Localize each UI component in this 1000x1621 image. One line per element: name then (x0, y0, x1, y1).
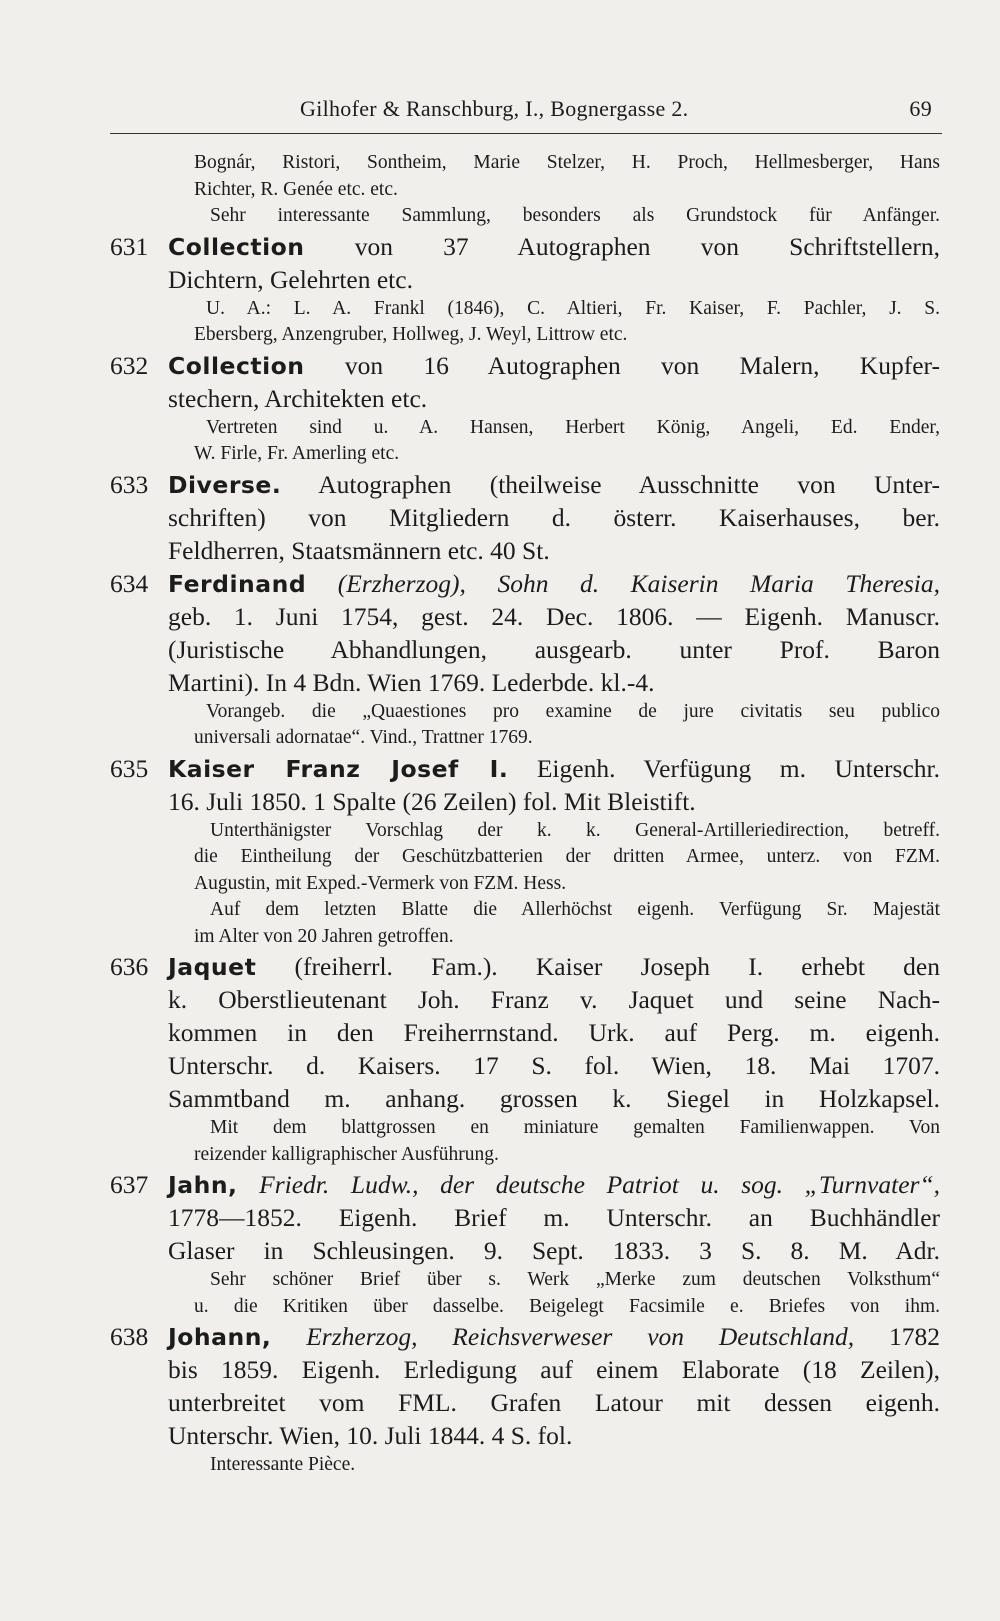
entry-line: stechern, Architekten etc. (168, 383, 428, 413)
entry-note-line: Ebersberg, Anzengruber, Hollweg, J. Weyl, Littrow etc. (194, 324, 628, 345)
entry-634-heading (110, 567, 940, 600)
entry-line: Glaser in Schleusingen. 9. Sept. 1833. 3 S. 8. M. Adr. (168, 1236, 940, 1265)
lot-description: 1782 (889, 1322, 940, 1351)
lot-subtitle: Erzherzog, Reichsverweser von Deutschland, (306, 1322, 855, 1351)
lot-title: Johann, (168, 1323, 272, 1351)
entry-note-line: die Eintheilung der Geschützbatterien der dritten Armee, unterz. von FZM. (194, 846, 940, 867)
lot-title: Kaiser Franz Josef I. (168, 754, 509, 783)
entry-line: Unterschr. d. Kaisers. 17 S. fol. Wien, 18. Mai 1707. (168, 1051, 940, 1080)
lot-title: Ferdinand (168, 569, 307, 598)
entry-637-heading (110, 1168, 940, 1201)
entry-line: kommen in den Freiherrnstand. Urk. auf Perg. m. eigenh. (168, 1018, 940, 1047)
entry-note-line: Sehr interessante Sammlung, besonders als Grundstock für Anfänger. (210, 205, 940, 226)
lot-number: 638 (110, 1322, 149, 1351)
entry-line: geb. 1. Juni 1754, gest. 24. Dec. 1806. — Eigenh. Manuscr. (168, 601, 940, 631)
lot-title: Diverse. (168, 470, 282, 499)
lot-number: 633 (110, 469, 149, 499)
lot-number: 634 (110, 568, 149, 598)
lot-description: von 16 Autographen von Malern, Kupfer- (344, 350, 941, 380)
entry-line: (Juristische Abhandlungen, ausgearb. unter Prof. Baron (168, 634, 940, 664)
lot-description: Eigenh. Verfügung m. Unterschr. (536, 753, 940, 783)
entry-note-line: Interessante Pièce. (210, 1454, 356, 1475)
lot-title: Collection (168, 351, 305, 380)
entry-line: Dichtern, Gelehrten etc. (168, 264, 413, 294)
lot-subtitle: (Erzherzog), Sohn d. Kaiserin Maria Theresia, (337, 568, 940, 598)
page-number: 69 (909, 96, 932, 121)
entry-line: schriften) von Mitgliedern d. österr. Kaiserhauses, ber. (168, 502, 940, 532)
entry-line: k. Oberstlieutenant Joh. Franz v. Jaquet und seine Nach- (168, 985, 940, 1014)
entry-line: Martini). In 4 Bdn. Wien 1769. Lederbde. kl.-4. (168, 667, 655, 697)
entry-line: 1778—1852. Eigenh. Brief m. Unterschr. an Buchhändler (168, 1203, 940, 1232)
catalogue-entries (110, 150, 940, 1479)
entry-note-line: im Alter von 20 Jahren getroffen. (194, 925, 454, 947)
entry-635-heading (110, 752, 940, 785)
entry-note-line: U. A.: L. A. Frankl (1846), C. Altieri, Fr. Kaiser, F. Pachler, J. S. (206, 297, 940, 319)
entry-note-line: Unterthänigster Vorschlag der k. k. General-Artilleriedirection, betreff. (210, 819, 940, 841)
entry-632-heading (110, 349, 940, 382)
entry-636-heading (110, 950, 940, 983)
entry-633-heading (110, 468, 940, 501)
entry-631-heading (110, 230, 940, 263)
entry-note-line: reizender kalligraphischer Ausführung. (194, 1143, 499, 1165)
lot-title: Collection (168, 232, 305, 261)
lot-number: 631 (110, 231, 149, 261)
lot-title: Jahn, (168, 1171, 238, 1199)
lot-description: von 37 Autographen von Schriftstellern, (354, 231, 941, 261)
entry-note-line: Auf dem letzten Blatte die Allerhöchst eigenh. Verfügung Sr. Majestät (210, 899, 940, 920)
entry-note-line: Vertreten sind u. A. Hansen, Herbert König, Angeli, Ed. Ender, (206, 416, 940, 438)
lot-number: 637 (110, 1170, 149, 1199)
entry-line: 16. Juli 1850. 1 Spalte (26 Zeilen) fol. Mit Bleistift. (168, 786, 696, 816)
entry-note-line: universali adornatae“. Vind., Trattner 1769. (194, 727, 533, 748)
header-rule (110, 133, 942, 134)
entry-note-line: Mit dem blattgrossen en miniature gemalten Familienwappen. Von (210, 1117, 940, 1138)
entry-note-line: Augustin, mit Exped.-Vermerk von FZM. Hess. (194, 872, 567, 894)
entry-line: Feldherren, Staatsmännern etc. 40 St. (168, 535, 550, 565)
lot-number: 635 (110, 753, 149, 783)
entry-line: Unterschr. Wien, 10. Juli 1844. 4 S. fol. (168, 1421, 573, 1450)
lot-description: (freiherrl. Fam.). Kaiser Joseph I. erhebt den (294, 952, 940, 981)
entry-note-line: Vorangeb. die „Quaestiones pro examine de jure civitatis seu publico (206, 700, 940, 722)
entry-line: Sammtband m. anhang. grossen k. Siegel in Holzkapsel. (168, 1084, 940, 1113)
lot-subtitle: Friedr. Ludw., der deutsche Patriot u. sog. „Turnvater“, (259, 1170, 940, 1199)
running-title: Gilhofer & Ranschburg, I., Bognergasse 2. (300, 96, 689, 121)
lot-number: 636 (110, 952, 149, 981)
lot-description: Autographen (theilweise Ausschnitte von Unter- (318, 469, 940, 499)
entry-note-line: Richter, R. Genée etc. etc. (194, 178, 398, 200)
lot-number: 632 (110, 350, 149, 380)
lot-title: Jaquet (168, 953, 257, 981)
entry-note-line: W. Firle, Fr. Amerling etc. (194, 443, 400, 464)
entry-line: bis 1859. Eigenh. Erledigung auf einem Elaborate (18 Zeilen), (168, 1355, 940, 1384)
entry-note-line: u. die Kritiken über dasselbe. Beigelegt Facsimile e. Briefes von ihm. (194, 1295, 940, 1317)
entry-note-line: Sehr schöner Brief über s. Werk „Merke zum deutschen Volksthum“ (210, 1269, 940, 1290)
entry-638-heading (110, 1320, 940, 1353)
entry-note-line: Bognár, Ristori, Sontheim, Marie Stelzer, H. Proch, Hellmesberger, Hans (194, 152, 940, 173)
entry-line: unterbreitet vom FML. Grafen Latour mit dessen eigenh. (168, 1388, 940, 1417)
